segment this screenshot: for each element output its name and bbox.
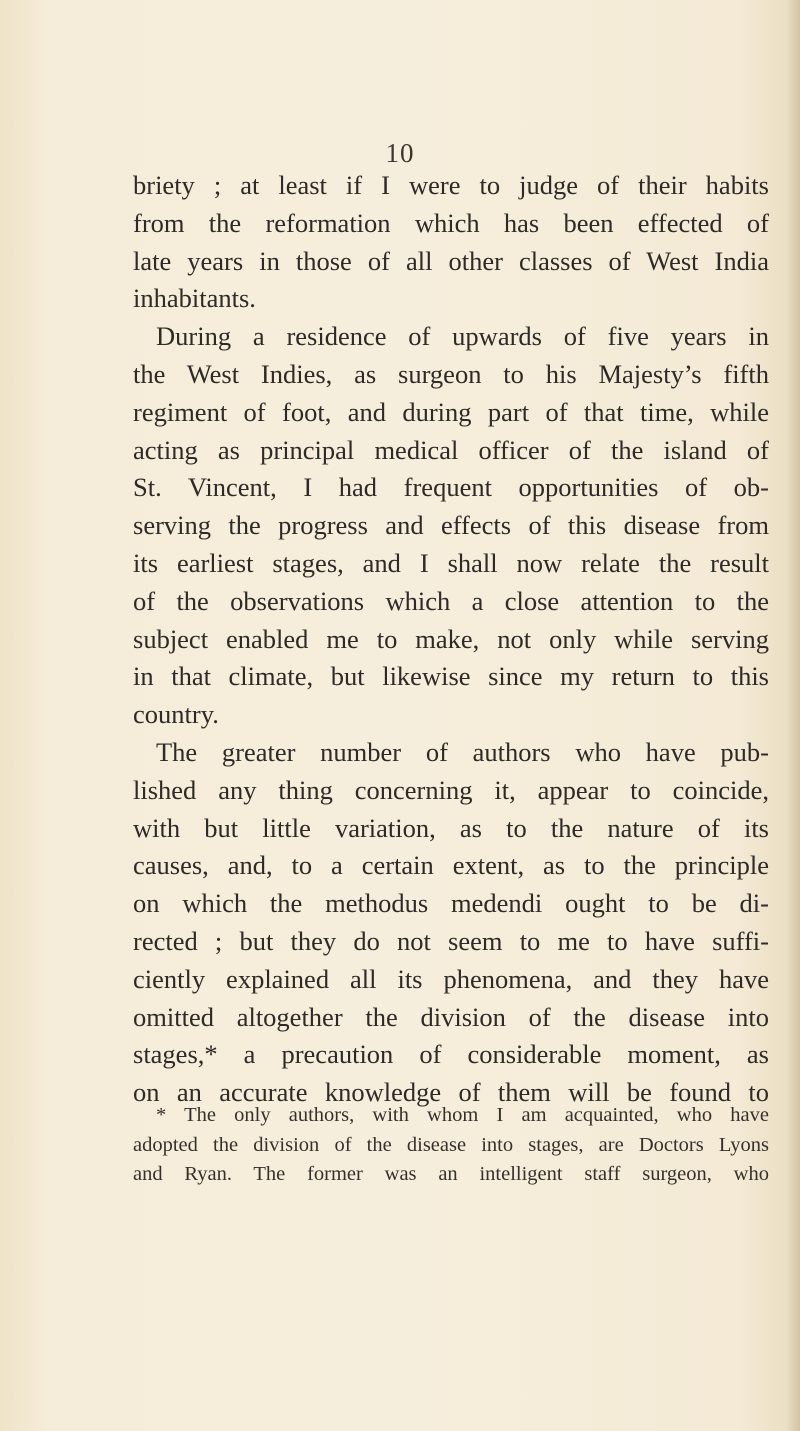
text-line: St. Vincent, I had frequent opportunities of ob- bbox=[133, 472, 769, 503]
text-line: acting as principal medical officer of the island of bbox=[133, 434, 769, 465]
text-line: inhabitants. bbox=[133, 283, 256, 314]
text-line: subject enabled me to make, not only while serving bbox=[133, 623, 769, 654]
text-line: omitted altogether the division of the disease into bbox=[133, 1001, 769, 1032]
footnote-line: and Ryan. The former was an intelligent staff surgeon, who bbox=[133, 1163, 769, 1185]
text-line: briety ; at least if I were to judge of their habits bbox=[133, 170, 769, 200]
text-line: ciently explained all its phenomena, and they have bbox=[133, 963, 769, 994]
text-line: country. bbox=[133, 699, 219, 730]
text-line: with but little variation, as to the nature of its bbox=[133, 812, 769, 843]
text-line: serving the progress and effects of this disease from bbox=[133, 510, 769, 541]
text-line: rected ; but they do not seem to me to have suffi- bbox=[133, 925, 769, 956]
text-line: in that climate, but likewise since my return to this bbox=[133, 661, 769, 692]
body-text bbox=[133, 167, 769, 1112]
footnote-line: * The only authors, with whom I am acquainted, who have bbox=[156, 1104, 769, 1126]
page-edge-shadow bbox=[786, 0, 800, 1431]
page-number: 10 bbox=[385, 138, 415, 168]
text-line: from the reformation which has been effected of bbox=[133, 207, 769, 238]
text-line: lished any thing concerning it, appear to coincide, bbox=[133, 774, 769, 805]
footnote bbox=[133, 1101, 769, 1190]
text-line: During a residence of upwards of five years in bbox=[156, 321, 769, 352]
text-line: the West Indies, as surgeon to his Majesty’s fifth bbox=[133, 358, 769, 389]
text-line: The greater number of authors who have pub- bbox=[156, 736, 769, 767]
text-line: on an accurate knowledge of them will be found to bbox=[133, 1077, 769, 1108]
text-line: late years in those of all other classes of West India bbox=[133, 245, 769, 276]
text-line: stages,* a precaution of considerable moment, as bbox=[133, 1039, 769, 1070]
text-line: causes, and, to a certain extent, as to the principle bbox=[133, 850, 769, 881]
footnote-line: adopted the division of the disease into stages, are Doctors Lyons bbox=[133, 1133, 769, 1156]
text-line: regiment of foot, and during part of that time, while bbox=[133, 396, 769, 427]
text-line: of the observations which a close attention to the bbox=[133, 585, 769, 616]
text-line: its earliest stages, and I shall now relate the result bbox=[133, 547, 769, 578]
text-line: on which the methodus medendi ought to be di- bbox=[133, 888, 769, 919]
